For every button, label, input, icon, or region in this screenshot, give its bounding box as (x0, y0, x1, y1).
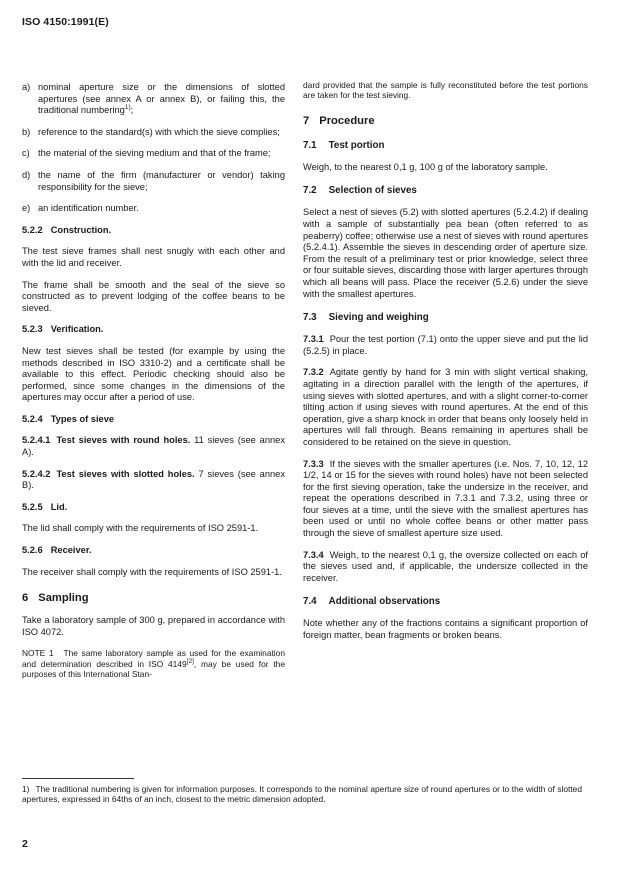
list-item-e: e) an identification number. (22, 203, 139, 214)
clause-5-2-4-1: 5.2.4.1 Test sieves with round holes. 11 sieves (see annex A). (22, 435, 285, 458)
footnote-rule (22, 778, 134, 779)
heading-5-2-6: 5.2.6 Receiver. (22, 545, 92, 556)
heading-5-2-3: 5.2.3 Verification. (22, 324, 104, 335)
list-item-d: d) the name of the firm (manufacturer or vendor) taking responsibility for the sieve; (22, 169, 285, 192)
document-id-header: ISO 4150:1991(E) (22, 16, 109, 28)
list-label: a) (22, 82, 31, 92)
heading-7-4: 7.4 Additional observations (303, 596, 441, 608)
paragraph: The test sieve frames shall nest snugly with each other and with the lid and receiver. (22, 246, 285, 268)
heading-6-sampling: 6 Sampling (22, 592, 89, 605)
paragraph: The lid shall comply with the requirements of ISO 2591-1. (22, 523, 259, 534)
paragraph: Take a laboratory sample of 300 g, prepared in accordance with ISO 4072. (22, 615, 285, 637)
paragraph: The frame shall be smooth and the seal of the sieve so constructed as to prevent lodging of the coffee beans to be sieved. (22, 279, 285, 313)
page-number: 2 (22, 838, 28, 850)
list-item-a: a) nominal aperture size or the dimensions of slotted apertures (see annex A or annex B), or failing this, the traditional numbering$^{1)}$; (22, 82, 285, 116)
clause-7-3-1: 7.3.1 Pour the test portion (7.1) onto the upper sieve and put the lid (5.2.5) in place. (303, 334, 588, 356)
heading-7-1: 7.1 Test portion (303, 139, 385, 151)
note-1: NOTE 1 The same laboratory sample as used for the examination and determination described in ISO 4149[2], may be used for the purposes of this International Stan- (22, 648, 285, 680)
list-item-c: c) the material of the sieving medium and that of the frame; (22, 148, 271, 159)
paragraph: New test sieves shall be tested (for example by using the methods described in ISO 3310-2) and a certificate shall be available to this effect. Periodic checking should also be performed, since some changes in the dimensions of the apertures may occur after a period of use. (22, 345, 285, 403)
list-item-b: b) reference to the standard(s) with which the sieve complies; (22, 126, 280, 137)
heading-5-2-5: 5.2.5 Lid. (22, 501, 68, 512)
paragraph: Weigh, to the nearest 0,1 g, 100 g of the laboratory sample. (303, 161, 548, 172)
heading-5-2-2: 5.2.2 Construction. (22, 224, 112, 235)
footnote-ref: 1) (124, 104, 131, 112)
paragraph: Note whether any of the fractions contains a significant proportion of foreign matter, bean fragments or broken beans. (303, 618, 588, 641)
clause-7-3-4: 7.3.4 Weigh, to the nearest 0,1 g, the oversize collected on each of the sieves used and, if applicable, the undersize collected in the receiver. (303, 549, 588, 583)
paragraph: The receiver shall comply with the requirements of ISO 2591-1. (22, 566, 282, 577)
heading-7-procedure: 7 Procedure (303, 114, 375, 127)
heading-7-2: 7.2 Selection of sieves (303, 185, 417, 197)
clause-5-2-4-2: 5.2.4.2 Test sieves with slotted holes. 7 sieves (see annex B). (22, 468, 285, 491)
right-column (303, 80, 588, 642)
paragraph: Select a nest of sieves (5.2) with slotted apertures (5.2.4.2) if dealing with a sample of substantially pea bean (often referred to as peaberry) coffee; otherwise use a nest of sieves with round apertures (5.2.4.1). Assemble the sieves in descending order of aperture size. From the result of a preliminary test or prior knowledge, select three or four suitable sieves, discarding those with larger apertures through which all beans will pass. Place the receiver (5.2.6) under the sieve with the smallest apertures. (303, 207, 588, 299)
heading-5-2-4: 5.2.4 Types of sieve (22, 413, 115, 424)
clause-7-3-3: 7.3.3 If the sieves with the smaller apertures (i.e. Nos. 7, 10, 12, 12 1/2, 14 or 15 for the sieves with round holes) have not been selected for the first sieving operation, take the undersize in the receiver, and repeat the operations described in 7.3.1 and 7.3.2, using three or four sieves at a time, until the sieve with the smallest apertures has been used or until no whole coffee beans or other matter pass through the sieve of smallest aperture size used. (303, 458, 588, 539)
footnote: 1) The traditional numbering is given for information purposes. It corresponds to the nominal aperture size of round apertures or to the width of slotted apertures, expressed in 64ths of an inch, closest to the metric dimension adopted. (22, 784, 582, 805)
clause-7-3-2: 7.3.2 Agitate gently by hand for 3 min with slight vertical shaking, agitating in a direction parallel with the length of the apertures, if using sieves with slotted apertures, and with a slight corner-to-corner tilting action if using sieves with round apertures. At the end of this operation, give a sharp knock in order that beans only loosely held in apertures will fall through. Beans remaining in apertures shall be considered to be retained on the sieve in question. (303, 367, 588, 447)
heading-7-3: 7.3 Sieving and weighing (303, 312, 429, 324)
left-column (22, 82, 285, 680)
list-text: nominal aperture size or the dimensions of slotted apertures (see annex A or annex B), or failing this, the traditional numbering (38, 82, 285, 116)
note-1-continuation: dard provided that the sample is fully reconstituted before the test portions are taken for the test sieving. (303, 80, 588, 101)
